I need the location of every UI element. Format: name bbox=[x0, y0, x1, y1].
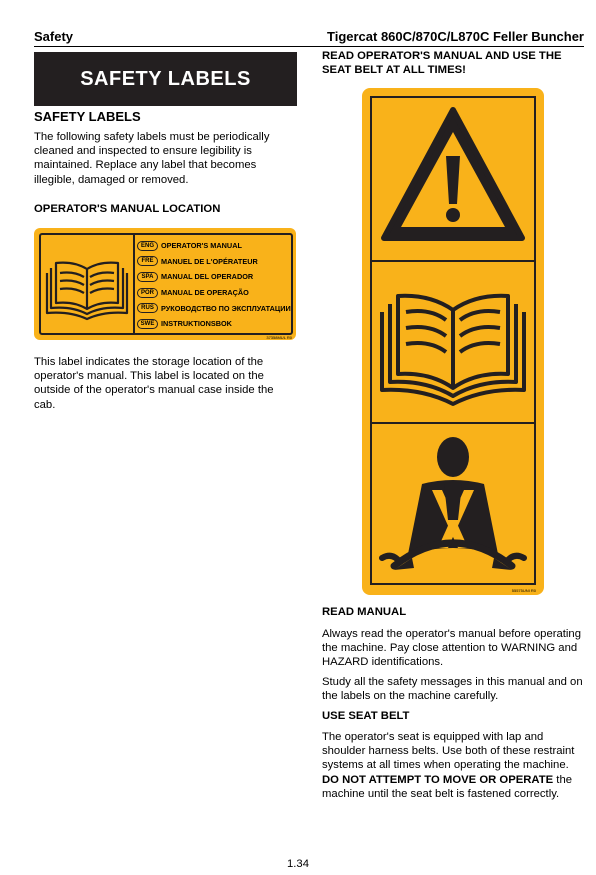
list-item bbox=[137, 269, 291, 285]
part-code: 37358MUL R0 bbox=[266, 335, 292, 340]
read-manual-paragraph-2: Study all the safety messages in this manual and on the labels on the machine carefully. bbox=[322, 676, 583, 703]
header-model: Tigercat 860C/870C/L870C Feller Buncher bbox=[327, 29, 584, 44]
language-code: FRE bbox=[137, 256, 158, 266]
language-list bbox=[137, 238, 291, 332]
seat-belt-emphasis: DO NOT ATTEMPT TO MOVE OR OPERATE bbox=[322, 773, 554, 786]
seat-belt-text-1: The operator's seat is equipped with lap and shoulder harness belts. Use both of these restraint systems at all times when operating the machine. bbox=[322, 731, 575, 772]
label-heading: READ OPERATOR'S MANUAL AND USE THE SEAT BELT AT ALL TIMES! bbox=[322, 50, 562, 76]
list-item bbox=[137, 285, 291, 301]
read-manual-seatbelt-label bbox=[362, 88, 544, 595]
language-text: OPERATOR'S MANUAL bbox=[161, 241, 242, 251]
section-banner: SAFETY LABELS bbox=[34, 52, 297, 106]
language-text: INSTRUKTIONSBOK bbox=[161, 319, 232, 329]
list-item bbox=[137, 300, 291, 316]
intro-paragraph: The following safety labels must be periodically cleaned and inspected to ensure legibility is maintained. Replace any label that becomes illegible, damaged or removed. bbox=[34, 131, 270, 186]
language-code: POR bbox=[137, 288, 158, 298]
seat-belt-heading: USE SEAT BELT bbox=[322, 710, 410, 722]
read-manual-heading: READ MANUAL bbox=[322, 606, 407, 618]
read-manual-paragraph-1: Always read the operator's manual before operating the machine. Pay close attention to WARNING and HAZARD identifications. bbox=[322, 628, 582, 669]
header-rule bbox=[34, 46, 584, 47]
language-code: RUS bbox=[137, 303, 158, 313]
language-text: MANUEL DE L'OPÉRATEUR bbox=[161, 256, 258, 266]
page-number: 1.34 bbox=[287, 858, 309, 870]
list-item bbox=[137, 238, 291, 254]
list-item bbox=[137, 254, 291, 270]
language-text: MANUAL DEL OPERADOR bbox=[161, 272, 254, 282]
part-code: 55575UNI R0 bbox=[511, 588, 536, 593]
section-heading: SAFETY LABELS bbox=[34, 109, 141, 124]
warning-triangle-icon bbox=[372, 98, 534, 260]
header-section: Safety bbox=[34, 29, 74, 44]
language-code: SWE bbox=[137, 319, 158, 329]
language-code: SPA bbox=[137, 272, 158, 282]
language-code: ENG bbox=[137, 241, 158, 251]
seat-belt-text-2: the machine until the seat belt is fastened correctly. bbox=[322, 773, 573, 800]
language-text: РУКОВОДСТВО ПО ЭКСПЛУАТАЦИИ bbox=[161, 303, 291, 313]
seat-belt-icon bbox=[372, 424, 534, 583]
open-book-icon bbox=[44, 245, 130, 325]
list-item bbox=[137, 316, 291, 332]
manual-location-heading: OPERATOR'S MANUAL LOCATION bbox=[34, 203, 221, 215]
manual-location-text: This label indicates the storage location of the operator's manual. This label is located on the outside of the operator's manual case inside the cab. bbox=[34, 356, 274, 411]
seat-belt-paragraph bbox=[322, 730, 584, 801]
open-book-icon bbox=[372, 262, 534, 422]
language-text: MANUAL DE OPERAÇÃO bbox=[161, 288, 249, 298]
manual-location-label bbox=[34, 228, 296, 340]
